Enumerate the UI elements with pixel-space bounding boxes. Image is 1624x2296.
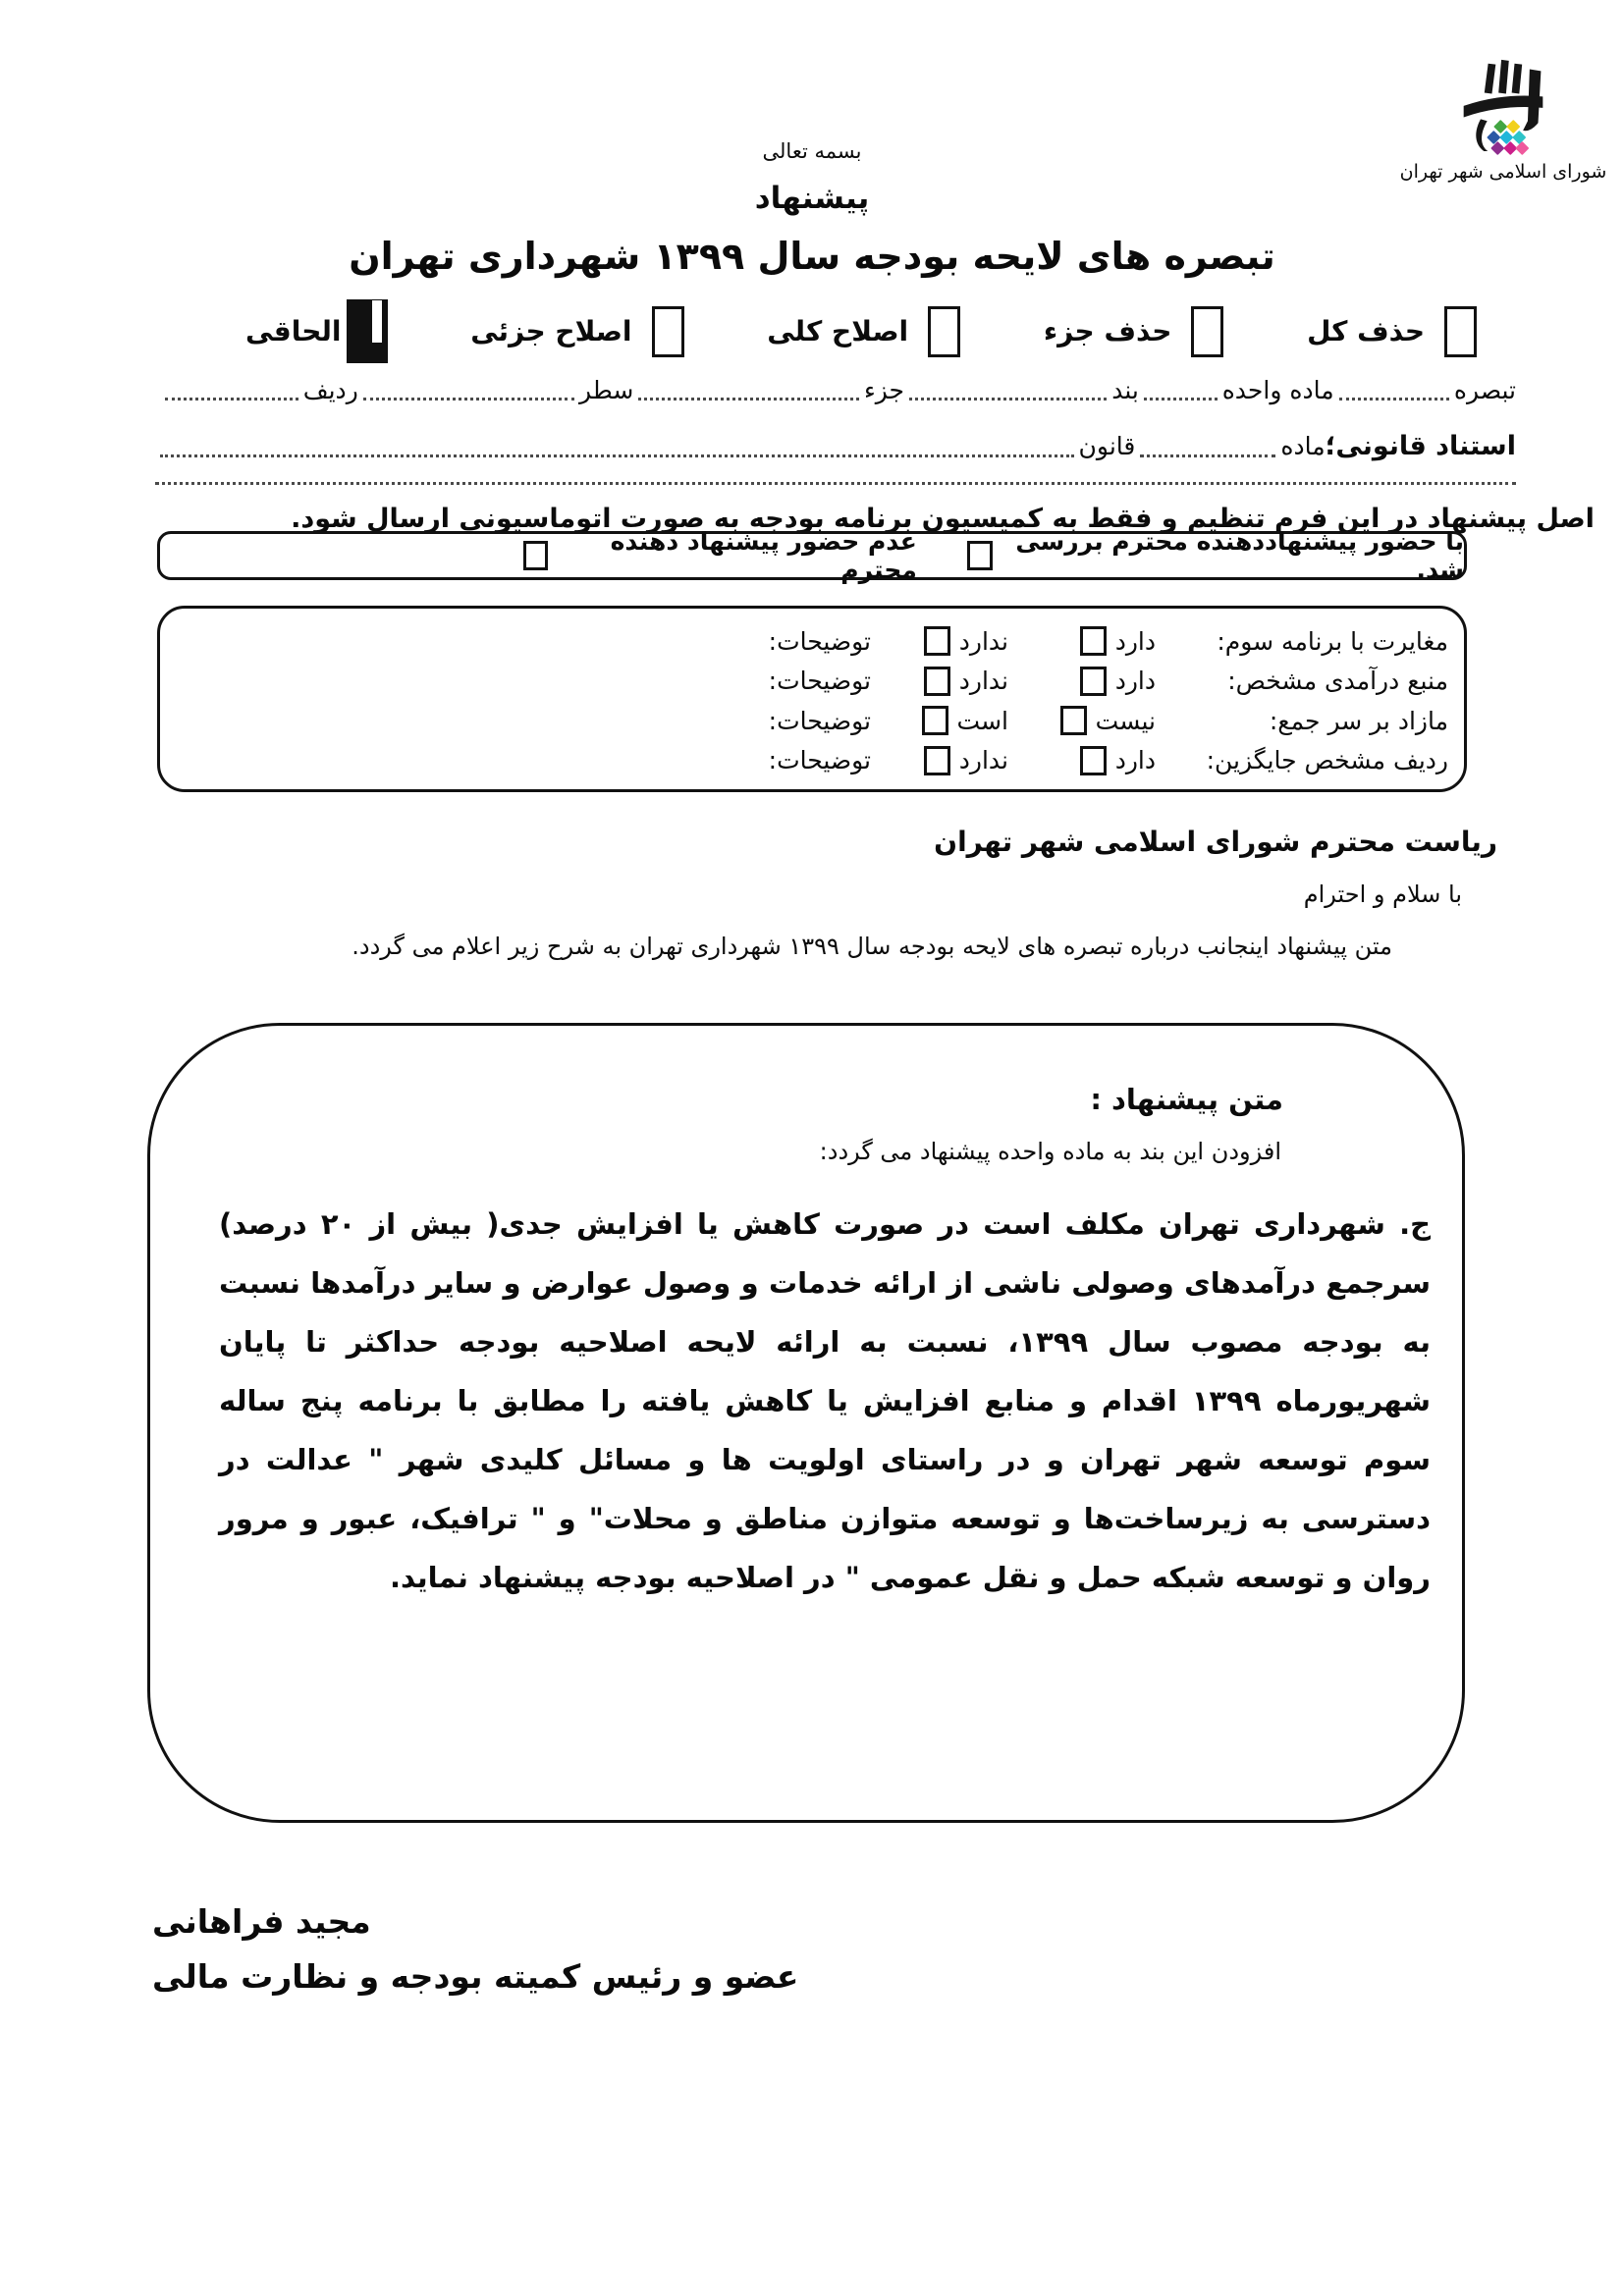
eslah-jozi-checkbox[interactable] (652, 306, 684, 357)
without-presence-label: عدم حضور پیشنهاد دهنده محترم (610, 527, 917, 584)
field-label-radif: ردیف (302, 376, 358, 404)
article-fill-line[interactable] (1140, 449, 1275, 457)
field-label-tabsare: تبصره (1453, 376, 1516, 404)
addressee-heading: ریاست محترم شورای اسلامی شهر تهران (934, 826, 1497, 858)
radif-fill-line[interactable] (165, 392, 298, 400)
review-row-surplus (172, 706, 1448, 735)
article-label: ماده (1280, 432, 1326, 460)
without-presence-checkbox[interactable] (523, 541, 548, 570)
legal-reference-section (155, 429, 1516, 485)
eslah-kolli-checkbox[interactable] (928, 306, 960, 357)
row-label: مغایرت با برنامه سوم: (1217, 626, 1448, 656)
option-yes-checkbox[interactable] (1080, 746, 1107, 775)
satr-fill-line[interactable] (363, 392, 574, 400)
field-label-band: بند (1111, 376, 1139, 404)
notes-label: توضیحات: (768, 626, 871, 656)
option-yes (1008, 667, 1156, 696)
band-fill-line[interactable] (909, 392, 1107, 400)
addressee-intro-line: متن پیشنهاد اینجانب درباره تبصره های لایحه بودجه سال ۱۳۹۹ شهرداری تهران به شرح زیر اعلام می گردد. (352, 933, 1392, 960)
made-vahede-fill-line[interactable] (1144, 392, 1218, 400)
option-no-checkbox[interactable] (924, 667, 950, 696)
greeting-line: با سلام و احترام (1303, 881, 1462, 908)
option-yes-label: نیست (1095, 706, 1156, 735)
field-label-made-vahede: ماده واحده (1221, 376, 1334, 404)
hazf-kol-checkbox[interactable] (1444, 306, 1477, 357)
option-elhaghi (245, 299, 387, 363)
notes-label: توضیحات: (768, 667, 871, 696)
hazf-joz-checkbox[interactable] (1191, 306, 1223, 357)
option-hazf-joz (1044, 306, 1224, 357)
option-yes-checkbox[interactable] (1080, 667, 1107, 696)
proposal-text-box (147, 1023, 1465, 1823)
option-no-label: است (956, 706, 1008, 735)
field-label-joz: جزء (863, 376, 904, 404)
option-eslah-jozi (470, 306, 683, 357)
option-no-label: ندارد (958, 667, 1008, 696)
option-eslah-kolli (767, 306, 960, 357)
elhaghi-checkbox-checked[interactable] (347, 299, 388, 363)
review-row-replacement-line (172, 746, 1448, 775)
option-no-checkbox[interactable] (922, 706, 948, 735)
council-logo-title: شورای اسلامی شهر تهران (1399, 161, 1607, 183)
option-yes (1008, 706, 1156, 735)
law-label: قانون (1078, 432, 1136, 460)
option-no-checkbox[interactable] (924, 746, 950, 775)
amendment-type-row (245, 299, 1477, 363)
option-yes-checkbox[interactable] (1060, 706, 1087, 735)
reviewed-with-presence-label: با حضور پیشنهاددهنده محترم بررسی شد. (1015, 527, 1464, 584)
notes-label: توضیحات: (768, 746, 871, 775)
option-no (871, 746, 1008, 775)
row-label: ردیف مشخص جایگزین: (1206, 746, 1448, 775)
option-no-label: ندارد (958, 746, 1008, 775)
option-yes-label: دارد (1114, 667, 1156, 696)
option-yes (1008, 626, 1156, 656)
legal-reference-fill-line-2[interactable] (155, 479, 1516, 485)
page-title: تبصره های لایحه بودجه سال ۱۳۹۹ شهرداری تهران (349, 235, 1275, 278)
signature-block (152, 1902, 798, 1996)
legal-reference-label: استناد قانونی؛ (1325, 431, 1516, 461)
option-yes (1008, 746, 1156, 775)
option-no (871, 706, 1008, 735)
option-yes-checkbox[interactable] (1080, 626, 1107, 656)
option-label: حذف جزء (1043, 315, 1172, 347)
row-label: مازاد بر سر جمع: (1269, 706, 1448, 735)
elhaghi-checkbox-fill (372, 300, 382, 343)
field-label-satr: سطر (579, 376, 634, 404)
signer-role: عضو و رئیس کمیته بودجه و نظارت مالی (152, 1957, 799, 1996)
proposal-box-intro: افزودن این بند به ماده واحده پیشنهاد می گردد: (819, 1138, 1281, 1165)
notes-label: توضیحات: (768, 706, 871, 735)
with-presence-checkbox[interactable] (967, 541, 992, 570)
signer-name: مجید فراهانی (152, 1902, 371, 1941)
review-row-program-conflict (172, 626, 1448, 656)
option-no-checkbox[interactable] (924, 626, 950, 656)
legal-reference-line (155, 429, 1516, 464)
option-no-label: ندارد (958, 626, 1008, 656)
document-type-heading: پیشنهاد (754, 181, 870, 216)
option-no (871, 667, 1008, 696)
submission-instruction: اصل پیشنهاد در این فرم تنظیم و فقط به کمیسیون برنامه بودجه به صورت اتوماسیونی ارسال شود. (291, 504, 1595, 534)
option-label: الحاقی (245, 315, 342, 347)
row-label: منبع درآمدی مشخص: (1227, 667, 1448, 696)
proposal-body-paragraph: ج. شهرداری تهران مکلف است در صورت کاهش یا افزایش جدی( بیش از ۲۰ درصد) سرجمع درآمدهای وصولی ناشی از ارائه خدمات و وصول عوارض و سایر درآمدها نسبت به بودجه مصوب سال ۱۳۹۹، نسبت به ارائه لایحه اصلاحیه بودجه حداکثر تا پایان شهریورماه ۱۳۹۹ اقدام و منابع افزایش یا کاهش یافته را مطابق با برنامه پنج ساله سوم توسعه شهر تهران و در راستای اولویت ها و مسائل کلیدی شهر " عدالت در دسترسی به زیرساخت‌ها و توسعه متوازن مناطق و محلات" و " ترافیک، عبور و مرور روان و توسعه شبکه حمل و نقل عمومی " در اصلاحیه بودجه پیشنهاد نماید. (219, 1207, 1431, 1594)
bismillah-text: بسمه تعالی (762, 139, 862, 163)
reference-fields-row (160, 374, 1516, 407)
option-no (871, 626, 1008, 656)
joz-fill-line[interactable] (638, 392, 859, 400)
option-hazf-kol (1307, 306, 1477, 357)
presence-review-box (157, 527, 1467, 584)
option-label: اصلاح کلی (767, 315, 909, 347)
option-yes-label: دارد (1114, 626, 1156, 656)
review-criteria-box (157, 606, 1467, 792)
law-fill-line[interactable] (160, 449, 1074, 457)
review-row-income-source (172, 667, 1448, 696)
proposal-box-heading: متن پیشنهاد : (1090, 1083, 1283, 1116)
option-yes-label: دارد (1114, 746, 1156, 775)
option-label: حذف کل (1307, 315, 1425, 347)
tabsare-fill-line[interactable] (1339, 392, 1449, 400)
option-label: اصلاح جزئی (470, 315, 632, 347)
